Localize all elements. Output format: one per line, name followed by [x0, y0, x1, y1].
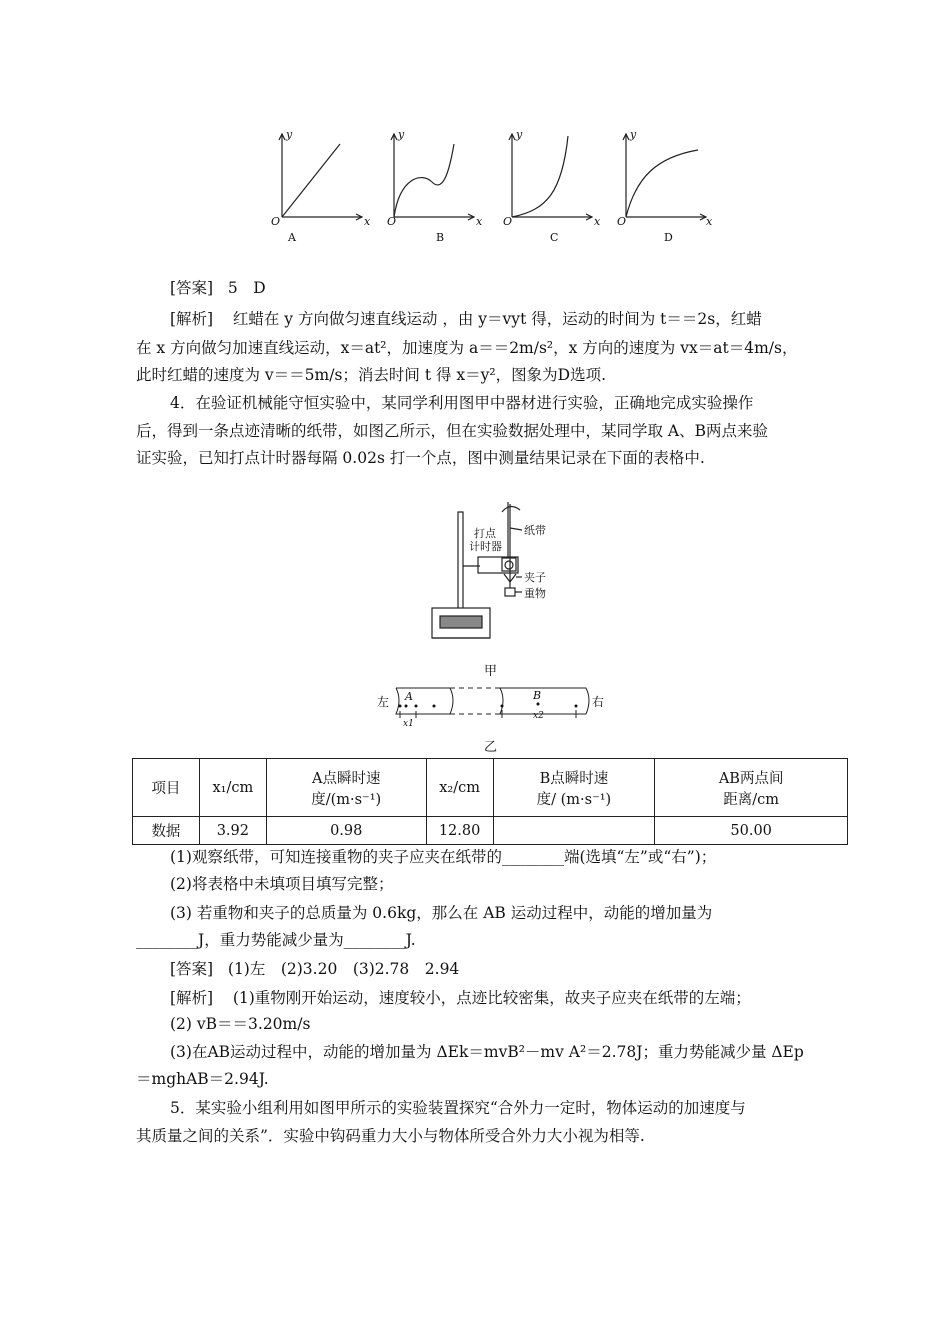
weight-label: 重物	[524, 587, 546, 600]
q5-line-1: 5．某实验小组利用如图甲所示的实验装置探究“合外力一定时，物体运动的加速度与	[170, 1099, 746, 1117]
point-a-label: A	[405, 690, 413, 703]
graph-a-x-label: x	[364, 215, 371, 228]
graph-c-caption: C	[550, 231, 559, 244]
timer-label-line-1: 打点	[474, 527, 496, 540]
graph-b-y-label: y	[398, 128, 405, 141]
header-a-velocity-line-1: A点瞬时速	[311, 770, 381, 787]
graph-d-origin: O	[617, 215, 627, 228]
x2-label: x2	[533, 711, 544, 721]
cell-vb	[493, 817, 655, 845]
analysis-2-line-3: (3)在AB运动过程中，动能的增加量为 ΔEk＝mvB²－mv A²＝2.78J；重力势能减少量 ΔEp	[170, 1043, 804, 1061]
figure-yi-caption: 乙	[484, 740, 498, 755]
cell-x1: 3.92	[199, 817, 266, 845]
row-label: 数据	[133, 817, 200, 845]
sub-question-3-line-1: (3) 若重物和夹子的总质量为 0.6kg，那么在 AB 运动过程中，动能的增加量为	[170, 904, 713, 922]
clip-label: 夹子	[524, 571, 546, 584]
analysis-2-line-4: ＝mghAB＝2.94J.	[136, 1070, 269, 1088]
analysis-1-line-2: 在 x 方向做匀加速直线运动，x＝at²，加速度为 a＝＝2m/s²，x 方向的速度为 vx＝at＝4m/s，	[136, 339, 798, 357]
graph-c-y-label: y	[516, 128, 523, 141]
graph-d-caption: D	[664, 231, 673, 244]
graph-c-x-label: x	[594, 215, 601, 228]
q4-line-1: 4．在验证机械能守恒实验中，某同学利用图甲中器材进行实验，正确地完成实验操作	[170, 394, 754, 412]
graph-b-caption: B	[436, 231, 445, 244]
header-x2: x₂/cm	[426, 759, 493, 817]
header-x1: x₁/cm	[199, 759, 266, 817]
graph-a-curve	[282, 144, 340, 217]
header-item: 项目	[133, 759, 200, 817]
option-graphs	[262, 122, 732, 252]
q4-line-3: 证实验，已知打点计时器每隔 0.02s 打一个点，图中测量结果记录在下面的表格中.	[136, 449, 705, 467]
graph-d-x-label: x	[706, 215, 713, 228]
table-row	[133, 817, 848, 845]
graph-b	[391, 134, 474, 220]
analysis-2-line-1	[170, 987, 751, 1009]
cell-va: 0.98	[266, 817, 426, 845]
header-b-velocity-line-2: 度/ (m·s⁻¹)	[536, 791, 612, 808]
tape-right-label: 右	[592, 695, 605, 709]
header-distance-line-1: AB两点间	[718, 770, 784, 787]
answer-text: 5 D	[227, 279, 266, 297]
header-b-velocity-line-1: B点瞬时速	[539, 770, 609, 787]
graph-c-curve	[512, 136, 568, 217]
answer-label: [答案]	[170, 279, 214, 297]
analysis-1-line-3: 此时红蜡的速度为 v＝＝5m/s；消去时间 t 得 x＝y²，图象为D选项.	[136, 366, 606, 384]
tape-label: 纸带	[524, 524, 546, 537]
sub-question-1: (1)观察纸带，可知连接重物的夹子应夹在纸带的________端(选填“左”或“右”)；	[170, 848, 717, 866]
header-a-velocity-line-2: 度/(m·s⁻¹)	[311, 791, 382, 808]
q4-line-2: 后，得到一条点迹清晰的纸带，如图乙所示，但在实验数据处理中，某同学取 A、B两点来验	[136, 422, 769, 440]
graph-d	[623, 134, 706, 220]
apparatus-figure	[430, 500, 610, 660]
figure-jia-caption: 甲	[484, 664, 498, 679]
sub-question-2: (2)将表格中未填项目填写完整；	[170, 875, 394, 893]
graph-d-curve	[626, 150, 698, 217]
cell-ab: 50.00	[655, 817, 848, 845]
paper-tape-figure	[390, 684, 600, 734]
x1-label: x1	[403, 719, 414, 729]
graph-b-curve	[394, 144, 454, 217]
graph-a	[279, 134, 362, 220]
analysis-text: (1)重物刚开始运动，速度较小，点迹比较密集，故夹子应夹在纸带的左端；	[232, 989, 751, 1007]
analysis-text: 红蜡在 y 方向做匀速直线运动 ，由 y＝vyt 得，运动的时间为 t＝＝2s，红蜡	[232, 310, 762, 328]
analysis-label: [解析]	[170, 310, 214, 328]
header-distance	[655, 759, 848, 817]
graph-c-origin: O	[503, 215, 513, 228]
sub-question-3-line-2: ________J，重力势能减少量为________J.	[136, 931, 416, 949]
header-distance-line-2: 距离/cm	[723, 791, 780, 808]
timer-label-line-2: 计时器	[469, 540, 502, 553]
cell-x2: 12.80	[426, 817, 493, 845]
analysis-2-line-2: (2) vB＝＝3.20m/s	[170, 1015, 311, 1033]
answer-label: [答案]	[170, 960, 214, 978]
answer-1	[170, 277, 266, 299]
graph-a-origin: O	[271, 215, 281, 228]
q5-line-2: 其质量之间的关系”．实验中钩码重力大小与物体所受合外力大小视为相等.	[136, 1127, 645, 1145]
graph-d-y-label: y	[630, 128, 637, 141]
table-header-row	[133, 759, 848, 817]
tape-left-label: 左	[377, 695, 390, 709]
data-table	[132, 758, 848, 845]
point-b-label: B	[533, 689, 542, 702]
graph-a-y-label: y	[286, 128, 293, 141]
answer-text: (1)左 (2)3.20 (3)2.78 2.94	[227, 960, 460, 978]
header-b-velocity	[493, 759, 655, 817]
answer-2	[170, 958, 459, 980]
analysis-label: [解析]	[170, 989, 214, 1007]
header-a-velocity	[266, 759, 426, 817]
graph-c	[509, 134, 592, 220]
analysis-1-line-1	[170, 308, 762, 330]
graph-a-caption: A	[288, 231, 296, 244]
graph-b-x-label: x	[476, 215, 483, 228]
graph-b-origin: O	[387, 215, 397, 228]
